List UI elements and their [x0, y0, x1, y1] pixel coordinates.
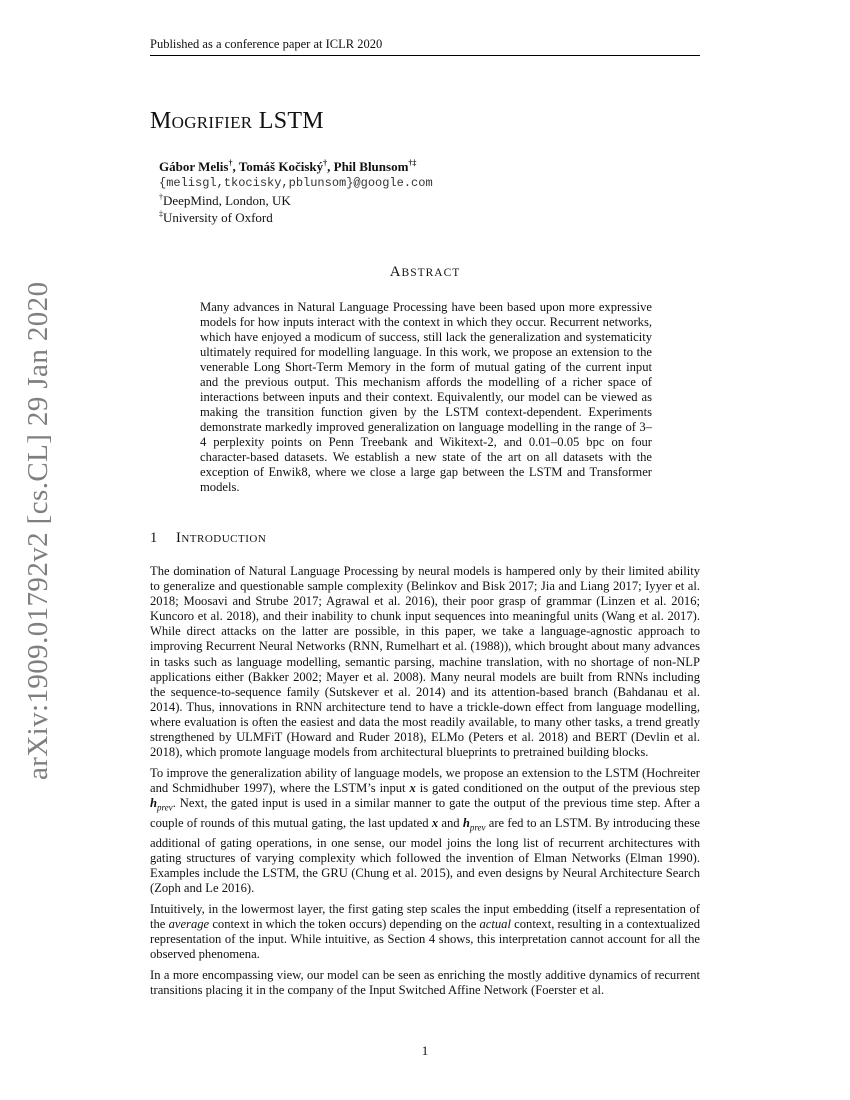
- author-1-mark: †: [228, 158, 233, 168]
- paragraph-2-part: and: [438, 816, 463, 831]
- author-block: [159, 158, 433, 226]
- title-cap: M: [150, 108, 172, 134]
- affiliation-1: [159, 192, 433, 209]
- affiliation-2-mark: ‡: [159, 209, 163, 219]
- affiliation-2: [159, 209, 433, 226]
- math-x: x: [431, 816, 439, 831]
- paragraph-3-part: context, resulting in a contextualized representation of the input. While intuitive, as Section 4 shows, this interpretation cannot account for all the observed phenomena.: [150, 917, 700, 962]
- abstract-heading: [0, 264, 850, 281]
- running-header: Published as a conference paper at ICLR 2020: [150, 37, 700, 56]
- paragraph-2: [150, 766, 700, 896]
- paragraph-2-part: is gated conditioned on the output of the previous step: [415, 781, 701, 796]
- math-h: h: [150, 796, 158, 811]
- emphasis-actual: actual: [479, 917, 511, 932]
- paragraph-1: The domination of Natural Language Processing by neural models is hampered only by their limited ability to generalize and questionable sample complexity (Belinkov and Bisk 2017; Jia and Liang 2017; Iyyer et al. 2018; Moosavi and Strube 2017; Agrawal et al. 2016), their poor grasp of grammar (Linzen et al. 2016; Kuncoro et al. 2018), and their inability to chunk input sequences into meaningful units (Wang et al. 2017). While direct attacks on the latter are possible, in this paper, we take a language-agnostic approach to improving Recurrent Neural Networks (RNN, Rumelhart et al. (1988)), which brought about many advances in tasks such as language modelling, semantic parsing, machine translation, with no shortage of non-NLP applications either (Bakker 2002; Mayer et al. 2008). Many neural models are built from RNNs including the sequence-to-sequence family (Sutskever et al. 2014) and its attention-based branch (Bahdanau et al. 2014). Thus, innovations in RNN architecture tend to have a trickle-down effect from language modelling, where evaluation is often the easiest and data the most readily available, to many other tasks, a trend greatly strengthened by ULMFiT (Howard and Ruder 2018), ELMo (Peters et al. 2018) and BERT (Devlin et al. 2018), which promote language models from architectural blueprints to pretrained building blocks.: [150, 564, 700, 760]
- paragraph-3-part: context in which the token occurs) depending on the: [209, 917, 480, 932]
- body-text: [150, 564, 700, 1005]
- title-rest: LSTM: [252, 108, 324, 134]
- author-2: , Tomáš Kočiský: [232, 159, 324, 174]
- paragraph-2-part: are fed to an LSTM. By introducing these additional of gating operations, in one sense, our model joins the long list of recurrent architectures with gating structures of varying complexity which followed the invention of Elman Networks (Elman 1990). Examples include the LSTM, the GRU (Chung et al. 2015), and even designs by Neural Architecture Search (Zoph and Le 2016).: [150, 816, 700, 895]
- author-1: Gábor Melis: [159, 159, 229, 174]
- math-h-subscript: prev: [469, 822, 486, 833]
- author-names: [159, 158, 433, 175]
- page-number: 1: [421, 1043, 429, 1058]
- title-small-caps: OGRIFIER: [171, 113, 253, 132]
- author-email: {melisgl,tkocisky,pblunsom}@google.com: [159, 176, 433, 190]
- section-heading-cap: I: [176, 530, 182, 546]
- paragraph-4: In a more encompassing view, our model can be seen as enriching the mostly additive dynamics of recurrent transitions placing it in the company of the Input Switched Affine Network (Foerster et al.: [150, 968, 700, 998]
- author-3: , Phil Blunsom: [327, 159, 409, 174]
- section-heading-small: NTRODUCTION: [181, 533, 267, 545]
- section-number: 1: [150, 530, 158, 546]
- paragraph-3: [150, 902, 700, 962]
- math-x: x: [409, 781, 416, 796]
- paragraph-3-part: Intuitively, in the lowermost layer, the first gating step scales the input embedding (itself a representation of the: [150, 902, 700, 932]
- paragraph-2-part: . Next, the gated input is used in a similar manner to gate the output of the previous time step. After a couple of rounds of this mutual gating, the last updated: [150, 796, 700, 831]
- author-2-mark: †: [323, 158, 328, 168]
- abstract-heading-small: BSTRACT: [401, 267, 461, 279]
- affiliation-1-text: DeepMind, London, UK: [163, 193, 291, 208]
- author-3-mark: †‡: [408, 158, 417, 168]
- abstract-heading-cap: A: [389, 264, 402, 280]
- affiliation-2-text: University of Oxford: [163, 210, 273, 225]
- section-heading-introduction: [150, 530, 266, 547]
- emphasis-average: average: [168, 917, 210, 932]
- math-h-subscript: prev: [157, 802, 173, 813]
- abstract-text: Many advances in Natural Language Processing have been based upon more expressive models for how inputs interact with the context in which they occur. Recurrent networks, which have enjoyed a modicum of success, still lack the generalization and systematicity ultimately required for modelling language. In this work, we propose an extension to the venerable Long Short-Term Memory in the form of mutual gating of the current input and the previous output. This mechanism affords the modelling of a richer space of interactions between inputs and their context. Equivalently, our model can be viewed as making the transition function given by the LSTM context-dependent. Experiments demonstrate markedly improved generalization on language modelling in the range of 3–4 perplexity points on Penn Treebank and Wikitext-2, and 0.01–0.05 bpc on four character-based datasets. We establish a new state of the art on all datasets with the exception of Enwik8, where we close a large gap between the LSTM and Transformer models.: [200, 300, 652, 494]
- math-h: h: [462, 816, 470, 831]
- affiliation-1-mark: †: [159, 192, 163, 202]
- arxiv-identifier: arXiv:1909.01792v2 [cs.CL] 29 Jan 2020: [22, 281, 54, 780]
- paragraph-2-part: To improve the generalization ability of language models, we propose an extension to the LSTM (Hochreiter and Schmidhuber 1997), where the LSTM’s input: [150, 766, 700, 796]
- paper-title: [150, 108, 324, 135]
